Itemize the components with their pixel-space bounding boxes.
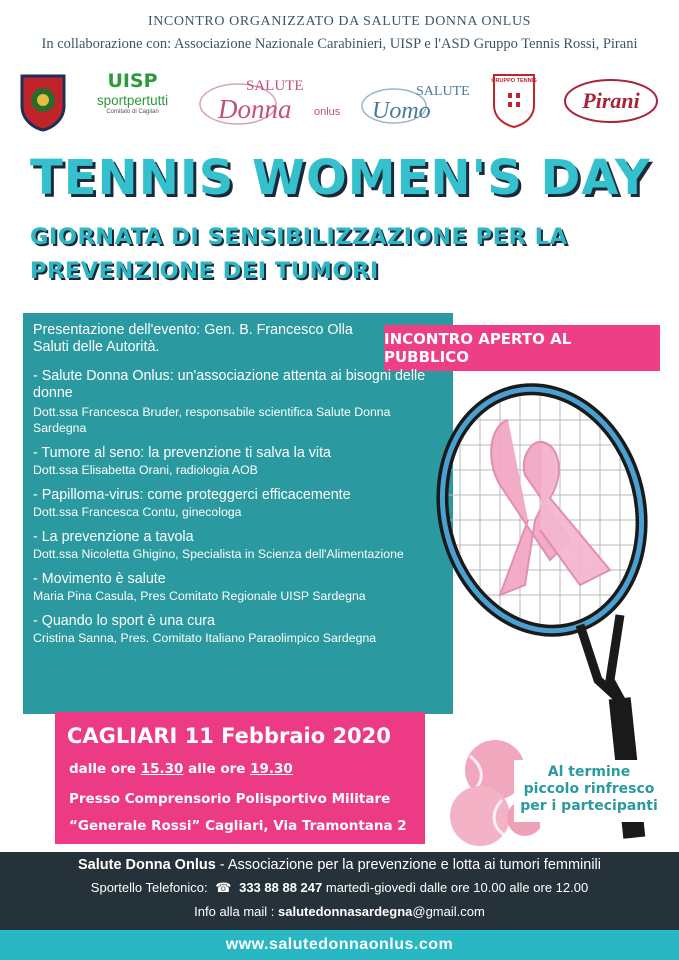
phone-number[interactable]: 333 88 88 247 [239,880,323,895]
program-item-title: - Salute Donna Onlus: un'associazione attenta ai bisogni delle donne [33,368,426,401]
salute-donna-main: Donna [218,94,292,124]
phone-line [0,880,679,896]
time-end: 19.30 [250,761,293,777]
uisp-tagline: sportpertutti [96,93,169,108]
salute-donna-top: SALUTE [246,78,304,94]
mail-domain: @gmail.com [412,904,485,919]
salute-uomo-main: Uomo [372,98,431,124]
phone-icon: ☎ [215,880,232,895]
program-item-title: - La prevenzione a tavola [33,529,194,545]
gruppo-tennis-text: GRUPPO TENNIS [491,78,537,84]
phone-label: Sportello Telefonico: [90,880,208,895]
carabinieri-logo [18,72,68,132]
program-item-speaker: Maria Pina Casula, Pres Comitato Regionale UISP Sardegna [33,589,366,603]
program-item-title: - Quando lo sport è una cura [33,613,215,629]
time-prefix: dalle ore [69,761,136,777]
venue-line-1: Presso Comprensorio Polisportivo Militare [69,791,391,807]
program-list [33,322,448,655]
program-item-speaker: Dott.ssa Nicoletta Ghigino, Specialista in Scienza dell'Alimentazione [33,547,404,561]
intro-greetings: Saluti delle Autorità. [33,339,160,355]
mail-line [0,904,679,919]
time-mid: alle ore [188,761,246,777]
program-item [33,368,443,436]
event-title: TENNIS WOMEN'S DAY [30,150,651,206]
collaboration-line: In collaborazione con: Associazione Nazionale Carabinieri, UISP e l'ASD Gruppo Tennis Rossi, Pirani [41,36,638,52]
mail-label: Info alla mail : [194,904,275,919]
website-link[interactable]: www.salutedonnaonlus.com [0,930,679,960]
salute-uomo-logo [358,78,476,128]
venue-line-2: “Generale Rossi” Cagliari, Via Tramontana 2 [69,818,407,834]
time-start: 15.30 [140,761,184,777]
organization-line [0,857,679,873]
subtitle-line-2: PREVENZIONE DEI TUMORI [30,258,379,284]
event-time [69,761,293,777]
program-item-speaker: Cristina Sanna, Pres. Comitato Italiano Paraolimpico Sardegna [33,631,377,645]
program-item-speaker: Dott.ssa Francesca Contu, ginecologa [33,505,242,519]
event-date: CAGLIARI 11 Febbraio 2020 [67,724,391,748]
program-intro [33,322,448,356]
refresh-line-1: Al termine [547,764,631,780]
mail-address[interactable] [278,904,485,919]
open-to-public-badge: INCONTRO APERTO AL PUBBLICO [384,325,660,371]
program-item-title: - Papilloma-virus: come proteggerci efficacemente [33,487,351,503]
phone-hours: martedì-giovedì dalle ore 10.00 alle ore 12.00 [325,880,589,895]
program-item [33,445,448,478]
salute-uomo-top: SALUTE [416,84,470,99]
uisp-committee: Comitato di Cagliari [106,109,159,115]
event-details-box [55,712,425,844]
intro-presentation: Presentazione dell'evento: Gen. B. Francesco Olla [33,322,353,338]
subtitle-line-1: GIORNATA DI SENSIBILIZZAZIONE PER LA [30,224,568,250]
pirani-logo [563,78,659,124]
refreshment-note [514,760,664,822]
program-item-speaker: Dott.ssa Francesca Bruder, responsabile scientifica Salute Donna Sardegna [33,405,391,435]
contact-footer [0,852,679,930]
pirani-text: Pirani [582,88,640,113]
program-item-speaker: Dott.ssa Elisabetta Orani, radiologia AOB [33,463,258,477]
refresh-line-2: piccolo rinfresco [523,781,655,797]
program-item-title: - Tumore al seno: la prevenzione ti salva la vita [33,445,332,461]
salute-donna-suffix: onlus [314,106,341,118]
organizer-line: INCONTRO ORGANIZZATO DA SALUTE DONNA ONLUS [147,14,532,29]
uisp-logo [90,70,175,130]
org-name: Salute Donna Onlus [78,857,216,873]
program-item [33,529,448,562]
gruppo-tennis-logo [490,71,538,129]
salute-donna-logo [196,74,352,130]
program-item [33,571,448,604]
program-item [33,487,448,520]
uisp-mark: UISP [107,70,158,92]
mail-user: salutedonnasardegna [278,904,413,919]
program-item [33,613,448,646]
refresh-line-3: per i partecipanti [520,798,658,814]
org-description: - Associazione per la prevenzione e lotta ai tumori femminili [215,857,601,873]
program-item-title: - Movimento è salute [33,571,166,587]
